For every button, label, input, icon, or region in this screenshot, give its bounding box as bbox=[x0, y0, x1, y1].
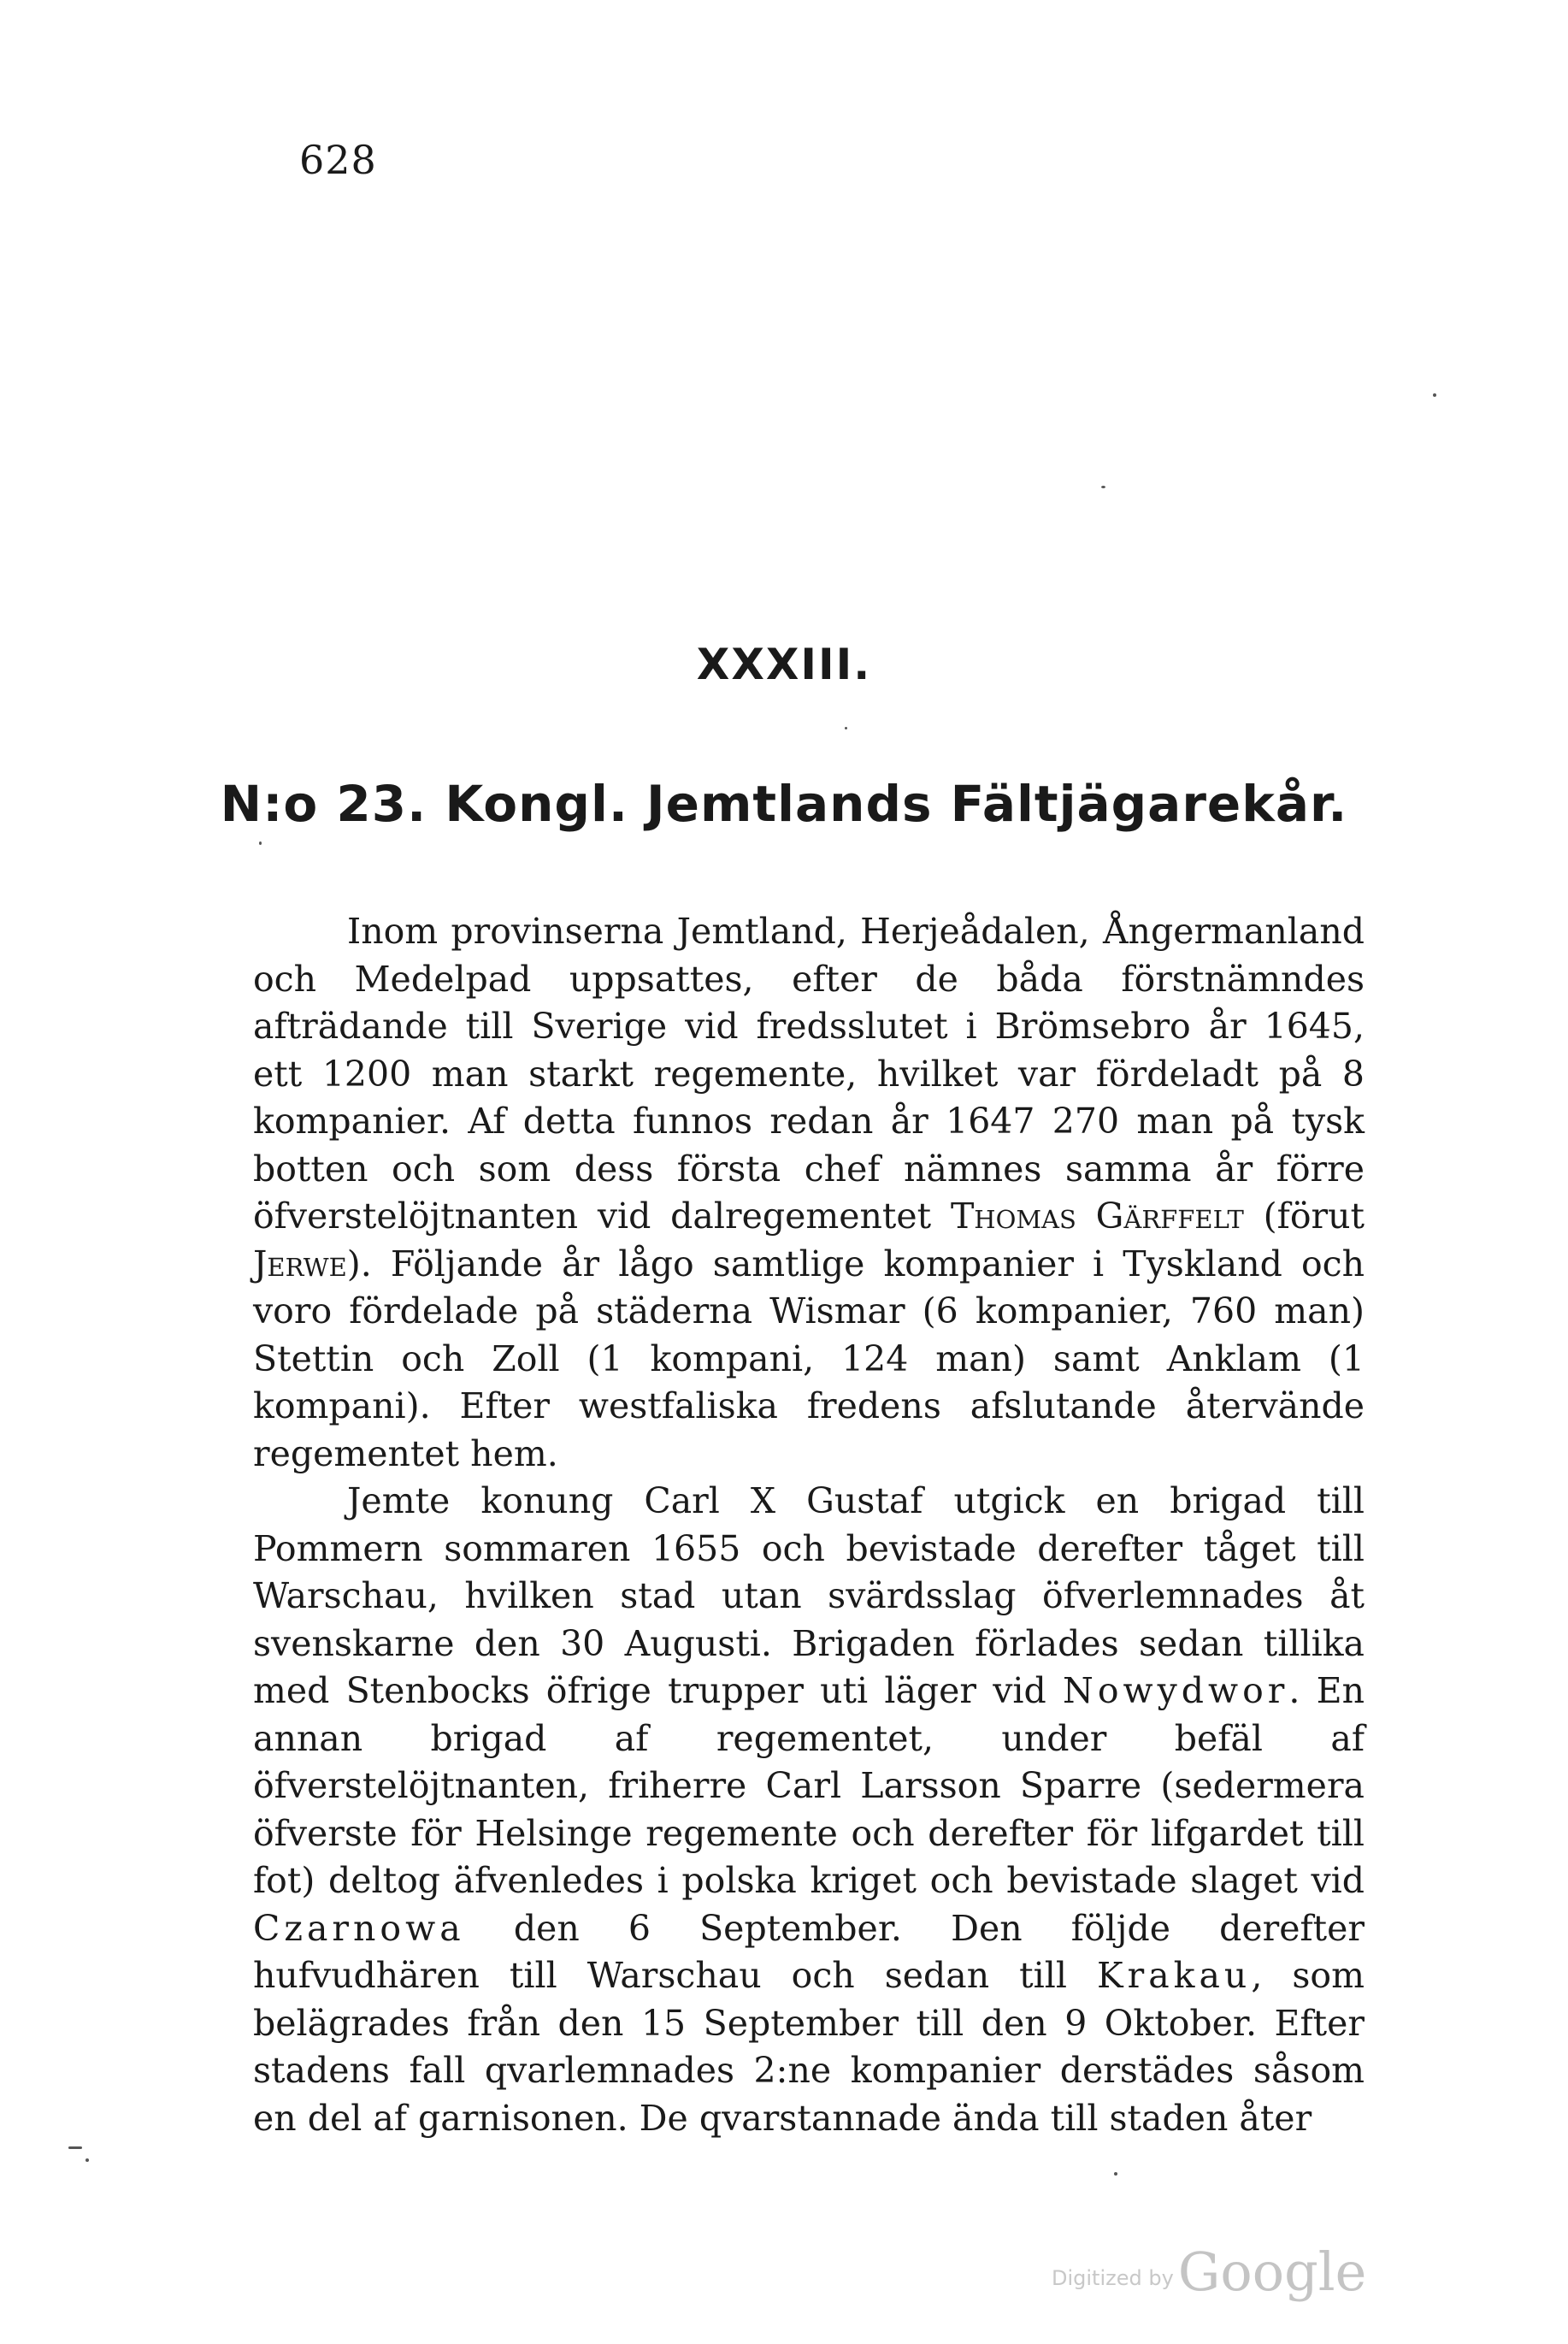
text-run: (förut bbox=[1263, 1196, 1365, 1237]
chapter-numeral: XXXIII. bbox=[696, 640, 872, 689]
place-name: Czarnowa bbox=[253, 1907, 465, 1949]
place-name: Nowydwor bbox=[1062, 1670, 1289, 1711]
scan-speck bbox=[845, 727, 847, 729]
text-run: den 6 September. Den följde derefter hufvudhären till Warschau och sedan till bbox=[253, 1907, 1365, 1996]
paragraph-2 bbox=[253, 1478, 1365, 2142]
paragraph-1 bbox=[253, 908, 1365, 1478]
scan-speck bbox=[85, 2158, 89, 2162]
text-run: . En annan brigad af regementet, under befäl af öfverstelöjtnanten, friherre Carl Larsson Sparre (sedermera öfverste för Helsinge regemente och derefter för lifgardet till fot) deltog äfvenledes i polska kriget och bevistade slaget vid bbox=[253, 1670, 1365, 1901]
page-number: 628 bbox=[299, 137, 377, 183]
section-heading: N:o 23. Kongl. Jemtlands Fältjägarekår. bbox=[220, 775, 1348, 833]
person-name: Thomas Gärffelt bbox=[950, 1196, 1244, 1237]
scan-speck bbox=[259, 841, 262, 845]
scan-speck bbox=[1433, 393, 1436, 397]
person-name: Jerwe bbox=[253, 1243, 347, 1284]
text-run: ). Följande år lågo samtlige kompanier i Tyskland och voro fördelade på städerna Wismar (6 kompanier, 760 man) Stettin och Zoll (1 kompani, 124 man) samt Anklam (1 kompani). Efter westfaliska fredens afslutande återvände regementet hem. bbox=[253, 1243, 1365, 1474]
body-text bbox=[253, 908, 1365, 2142]
digitized-watermark bbox=[1052, 2241, 1366, 2303]
text-run: Jemte konung Carl X Gustaf utgick en brigad till Pommern sommaren 1655 och bevistade derefter tåget till Warschau, hvilken stad utan svärdsslag öfverlemnades åt svenskarne den 30 Augusti. Brigaden förlades sedan tillika med Stenbocks öfrige trupper uti läger vid bbox=[253, 1480, 1365, 1711]
watermark-prefix: Digitized by bbox=[1052, 2266, 1174, 2290]
google-logo: Google bbox=[1177, 2241, 1367, 2303]
scan-speck bbox=[68, 2146, 82, 2149]
scan-speck bbox=[1114, 2172, 1117, 2176]
text-run: Inom provinserna Jemtland, Herjeådalen, Ångermanland och Medelpad uppsattes, efter de båda förstnämndes afträdande till Sverige vid fredsslutet i Brömsebro år 1645, ett 1200 man starkt regemente, hvilket var fördeladt på 8 kompanier. Af detta funnos redan år 1647 270 man på tysk botten och som dess första chef nämnes samma år förre öfverstelöjtnanten vid dalregementet bbox=[253, 911, 1365, 1237]
scan-speck bbox=[1101, 486, 1105, 488]
text-run: , som belägrades från den 15 September till den 9 Oktober. Efter stadens fall qvarlemnades 2:ne kompanier derstädes såsom en del af garnisonen. De qvarstannade ända till staden åter bbox=[253, 1955, 1365, 2139]
place-name: Krakau bbox=[1096, 1955, 1252, 1996]
